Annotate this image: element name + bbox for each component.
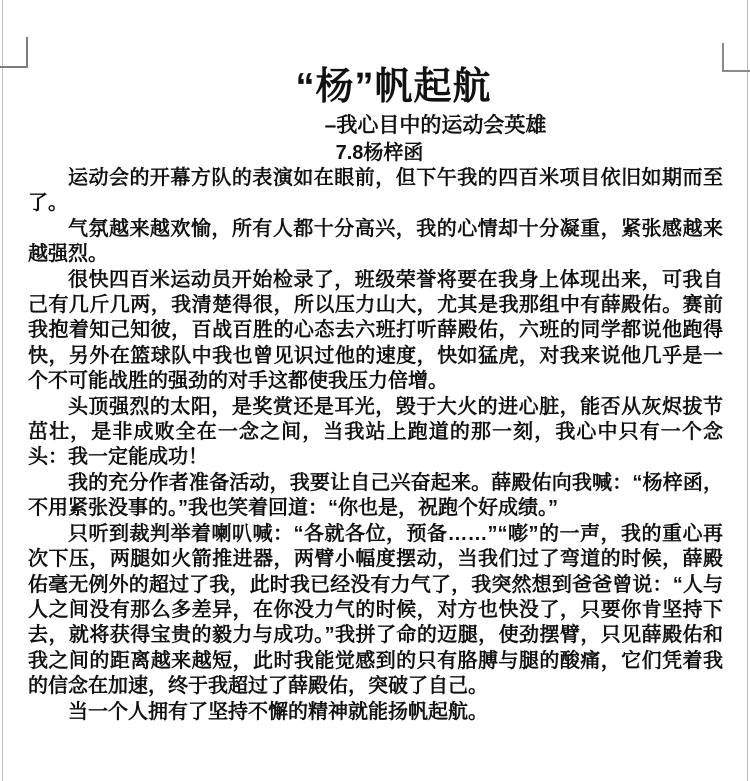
- paragraph: 只听到裁判举着喇叭喊：“各就各位，预备……”“嘭”的一声，我的重心再次下压，两腿如火箭推进器，两臂小幅度摆动，当我们过了弯道的时候，薛殿佑毫无例外的超过了我，此时我已经没有力气了，我突然想到爸爸曾说：“人与人之间没有那么多差异，在你没力气的时候，对方也快没了，只要你肯坚持下去，就将获得宝贵的毅力与成功。”我拼了命的迈腿，使劲摆臂，只见薛殿佑和我之间的距离越来越短，此时我能觉感到的只有胳膊与腿的酸痛，它们凭着我的信念在加速，终于我超过了薛殿佑，突破了自己。: [28, 522, 723, 698]
- document-byline: 7.8杨梓函: [335, 142, 424, 164]
- paragraph: 运动会的开幕方队的表演如在眼前，但下午我的四百米项目依旧如期而至了。: [28, 167, 723, 215]
- paragraph: 当一个人拥有了坚持不懈的精神就能扬帆起航。: [68, 700, 488, 723]
- scan-edge-left: [2, 0, 3, 781]
- paragraph: 我的充分作者准备活动，我要让自己兴奋起来。薛殿佑向我喊：“杨梓函，不用紧张没事的。”我也笑着回道：“你也是，祝跑个好成绩。”: [28, 471, 723, 520]
- document-content: [28, 0, 723, 725]
- paragraph: 气氛越来越欢愉，所有人都十分高兴，我的心情却十分凝重，紧张感越来越强烈。: [28, 217, 723, 266]
- document-body: [28, 166, 723, 725]
- document-title: “杨”帆起航: [295, 66, 492, 108]
- paragraph: 很快四百米运动员开始检录了，班级荣誉将要在我身上体现出来，可我自己有几斤几两，我清楚得很，所以压力山大，尤其是我那组中有薛殿佑。赛前我抱着知己知彼，百战百胜的心态去六班打听薛殿佑，六班的同学都说他跑得快，另外在篮球队中我也曾见识过他的速度，快如猛虎，对我来说他几乎是一个不可能战胜的强劲的对手这都使我压力倍增。: [28, 268, 723, 393]
- margin-crop-mark-top-left: [0, 37, 28, 68]
- document-subtitle: –我心目中的运动会英雄: [324, 114, 547, 137]
- paragraph: 头顶强烈的太阳，是奖赏还是耳光，毁于大火的进心脏，能否从灰烬拔节茁壮，是非成败全在一念之间，当我站上跑道的那一刻，我心中只有一个念头：我一定能成功！: [28, 395, 723, 469]
